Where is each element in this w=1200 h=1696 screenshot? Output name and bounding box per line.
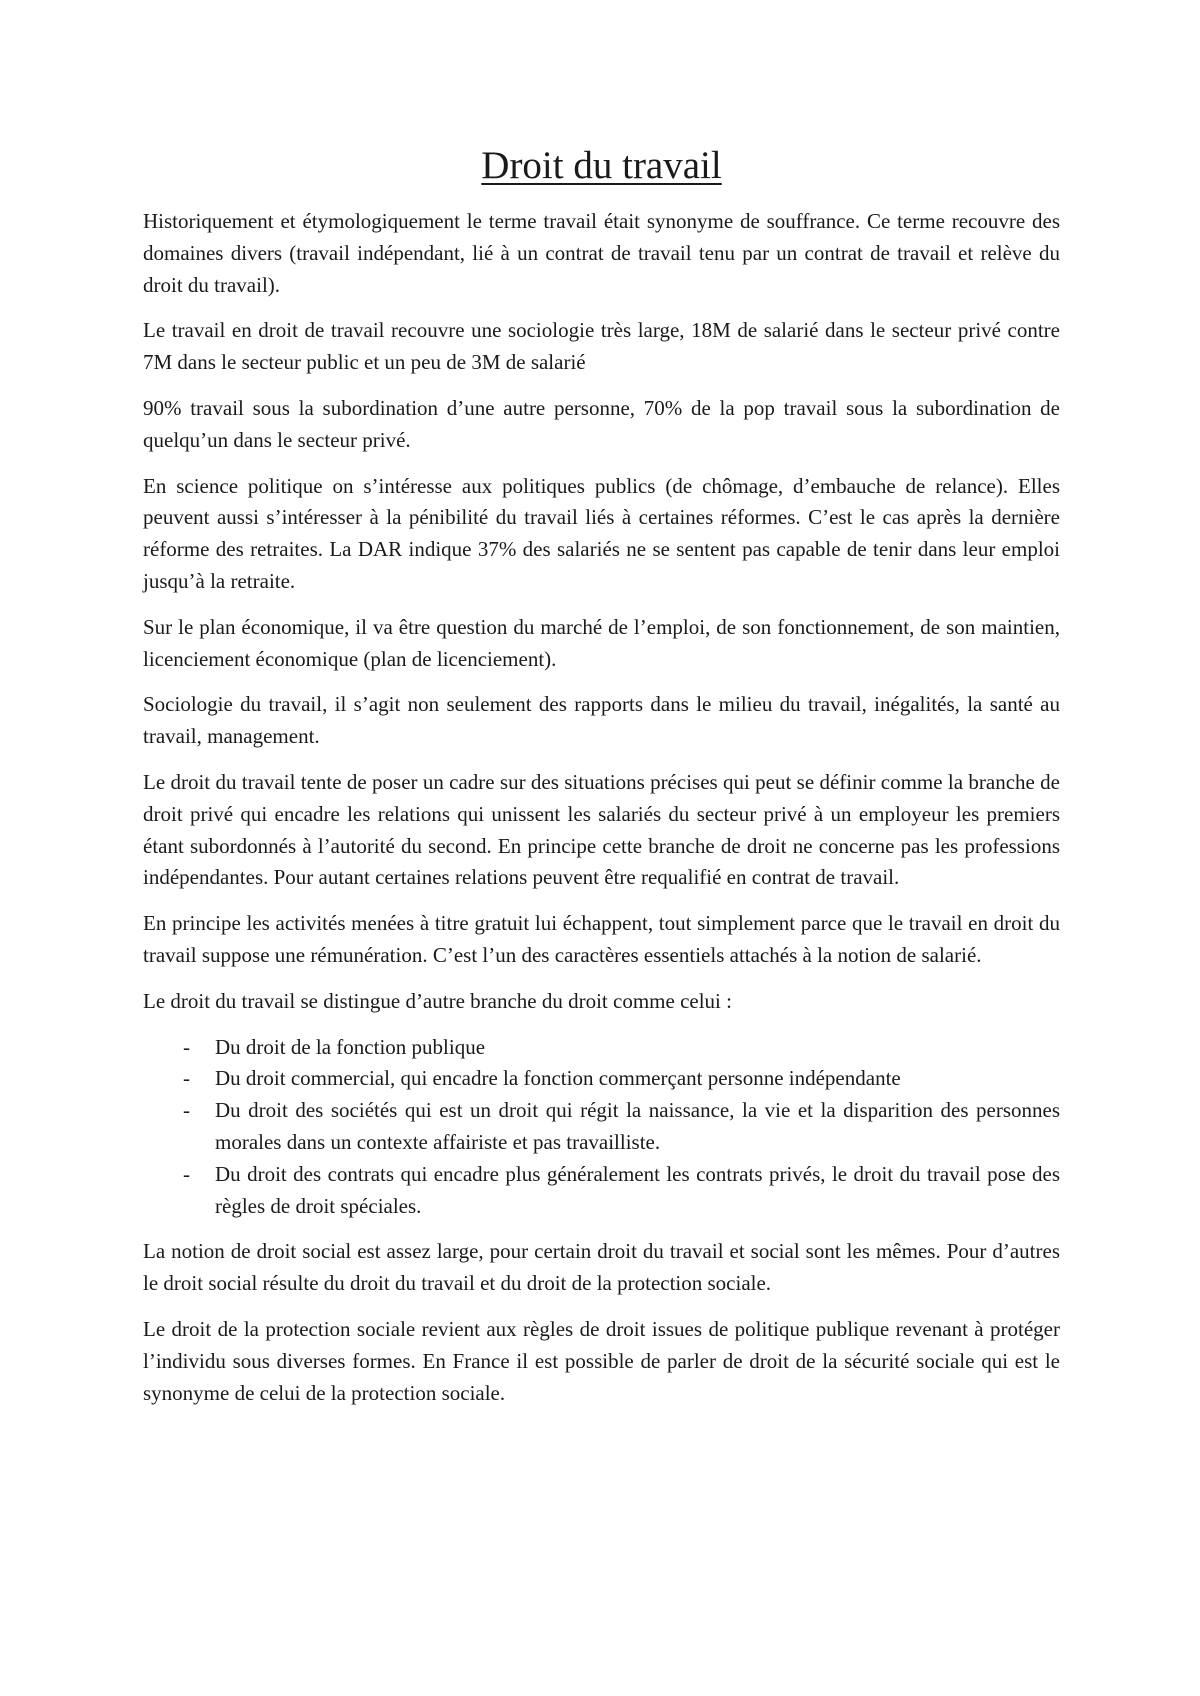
list-item-text: Du droit des contrats qui encadre plus généralement les contrats privés, le droit du travail pose des règles de droit spéciales. — [215, 1161, 1060, 1218]
paragraph-6: Sociologie du travail, il s’agit non seulement des rapports dans le milieu du travail, inégalités, la santé au travail, management. — [143, 692, 1060, 749]
list-bullet: - — [183, 1066, 190, 1091]
paragraph-11: Le droit de la protection sociale revient aux règles de droit issues de politique publique revenant à protéger l’individu sous diverses formes. En France il est possible de parler de droit de la sécurité sociale qui est le synonyme de celui de la protection sociale. — [143, 1316, 1060, 1405]
document-page — [143, 140, 1060, 1423]
document-title: Droit du travail — [481, 144, 722, 187]
branches-list — [143, 1032, 1060, 1223]
list-bullet: - — [183, 1098, 190, 1123]
paragraph-10: La notion de droit social est assez large, pour certain droit du travail et social sont les mêmes. Pour d’autres le droit social résulte du droit du travail et du droit de la protection sociale. — [143, 1239, 1060, 1296]
paragraph-2: Le travail en droit de travail recouvre une sociologie très large, 18M de salarié dans le secteur privé contre 7M dans le secteur public et un peu de 3M de salarié — [143, 318, 1060, 375]
paragraph-5: Sur le plan économique, il va être question du marché de l’emploi, de son fonctionnement, de son maintien, licenciement économique (plan de licenciement). — [143, 614, 1060, 671]
paragraph-1: Historiquement et étymologiquement le terme travail était synonyme de souffrance. Ce terme recouvre des domaines divers (travail indépendant, lié à un contrat de travail tenu par un contrat de travail et relève du droit du travail). — [143, 209, 1060, 297]
list-item — [143, 1063, 1060, 1095]
list-item — [143, 1032, 1060, 1064]
paragraph-9: Le droit du travail se distingue d’autre branche du droit comme celui : — [143, 988, 732, 1013]
list-bullet: - — [183, 1161, 190, 1186]
list-bullet: - — [183, 1034, 190, 1059]
list-item — [143, 1095, 1060, 1159]
paragraph-7: Le droit du travail tente de poser un cadre sur des situations précises qui peut se définir comme la branche de droit privé qui encadre les relations qui unissent les salariés du secteur privé à un employeur les premiers étant subordonnés à l’autorité du second. En principe cette branche de droit ne concerne pas les professions indépendantes. Pour autant certaines relations peuvent être requalifié en contrat de travail. — [143, 769, 1060, 890]
list-item-text: Du droit de la fonction publique — [215, 1034, 486, 1059]
list-item-text: Du droit des sociétés qui est un droit qui régit la naissance, la vie et la disparition des personnes morales dans un contexte affairiste et pas travailliste. — [215, 1098, 1060, 1154]
paragraph-8: En principe les activités menées à titre gratuit lui échappent, tout simplement parce que le travail en droit du travail suppose une rémunération. C’est l’un des caractères essentiels attachés à la notion de salarié. — [143, 911, 1060, 967]
paragraph-3: 90% travail sous la subordination d’une autre personne, 70% de la pop travail sous la subordination de quelqu’un dans le secteur privé. — [143, 395, 1060, 452]
paragraph-4: En science politique on s’intéresse aux politiques publics (de chômage, d’embauche de relance). Elles peuvent aussi s’intéresser à la pénibilité du travail liés à certaines réformes. C’est le cas après la dernière réforme des retraites. La DAR indique 37% des salariés ne se sentent pas capable de tenir dans leur emploi jusqu’à la retraite. — [143, 473, 1060, 593]
list-item — [143, 1159, 1060, 1223]
list-item-text: Du droit commercial, qui encadre la fonction commerçant personne indépendante — [215, 1066, 901, 1091]
